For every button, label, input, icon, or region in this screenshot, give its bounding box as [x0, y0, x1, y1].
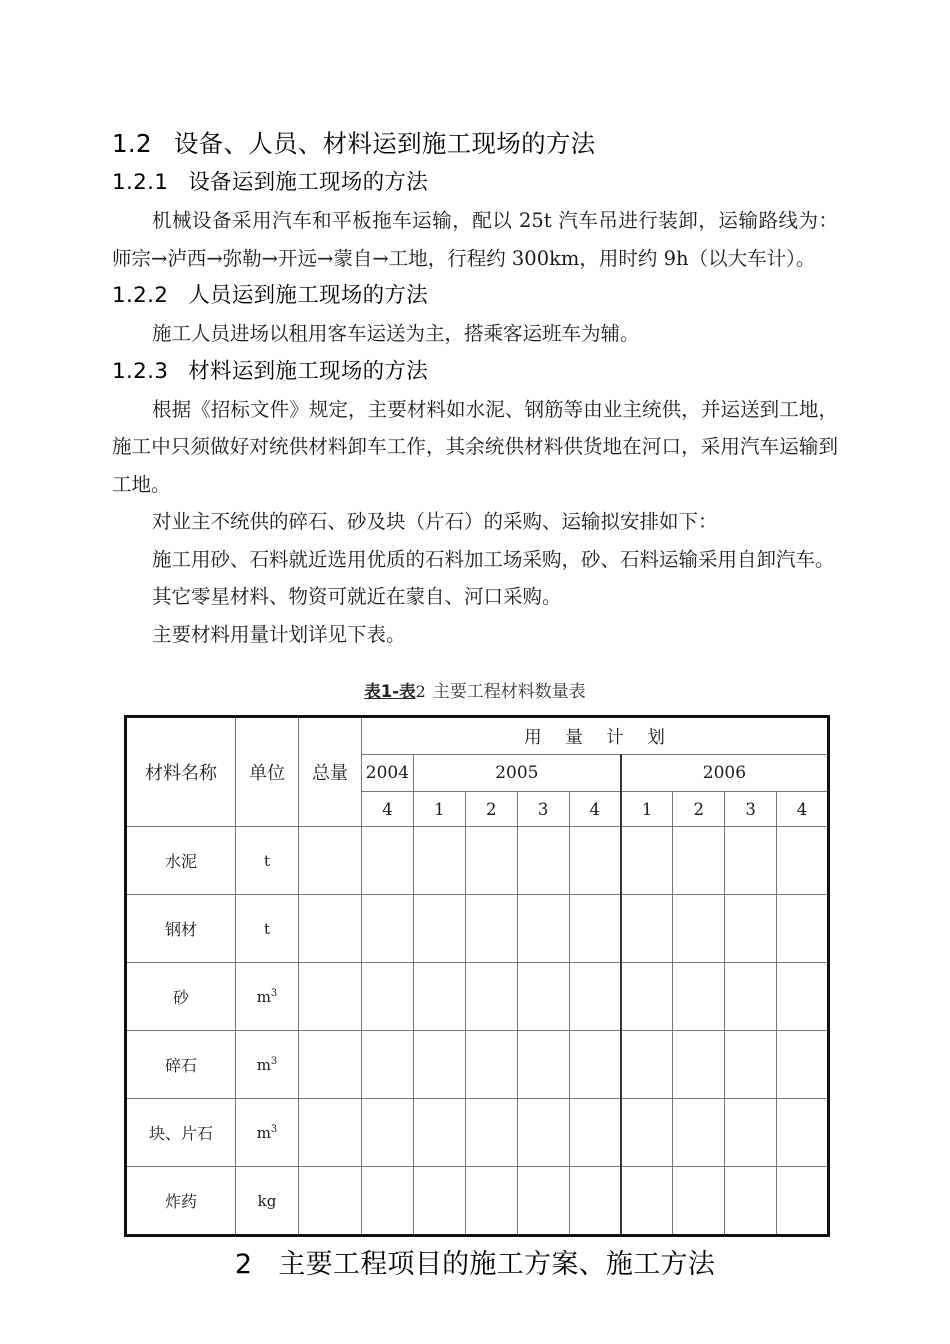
heading-1-2-3-title: 材料运到施工现场的方法	[188, 358, 429, 384]
cell-total	[299, 1167, 362, 1236]
cell-quarter-value	[621, 1099, 673, 1167]
header-year-2004: 2004	[362, 755, 414, 792]
heading-chapter-2-number: 2	[234, 1249, 253, 1280]
cell-quarter-value	[362, 1099, 414, 1167]
cell-quarter-value	[725, 1167, 777, 1236]
table-row	[126, 1167, 829, 1236]
cell-quarter-value	[569, 1167, 621, 1236]
header-year-2005: 2005	[413, 755, 621, 792]
table-header-row-1	[126, 717, 829, 755]
cell-quarter-value	[362, 895, 414, 963]
table-row	[126, 1031, 829, 1099]
heading-1-2-2-number: 1.2.2	[112, 283, 169, 308]
cell-quarter-value	[673, 827, 725, 895]
cell-material-name: 炸药	[126, 1167, 236, 1236]
cell-quarter-value	[673, 895, 725, 963]
cell-quarter-value	[465, 963, 517, 1031]
cell-quarter-value	[569, 963, 621, 1031]
cell-unit: kg	[236, 1167, 299, 1236]
cell-quarter-value	[673, 1031, 725, 1099]
header-total: 总量	[299, 717, 362, 827]
paragraph-equipment-transport: 机械设备采用汽车和平板拖车运输，配以 25t 汽车吊进行装卸，运输路线为：师宗→泸西→弥勒→开远→蒙自→工地，行程约 300km，用时约 9h（以大车计）。	[112, 209, 838, 270]
cell-quarter-value	[413, 1099, 465, 1167]
cell-total	[299, 963, 362, 1031]
cell-quarter-value	[362, 827, 414, 895]
cell-quarter-value	[777, 895, 829, 963]
document-content	[112, 0, 838, 1287]
cell-quarter-value	[517, 1031, 569, 1099]
cell-quarter-value	[465, 1099, 517, 1167]
cell-quarter-value	[725, 895, 777, 963]
cell-quarter-value	[413, 1031, 465, 1099]
heading-chapter-2	[112, 1243, 838, 1287]
paragraph-material-sand-stone: 施工用砂、石料就近选用优质的石料加工场采购，砂、石料运输采用自卸汽车。	[152, 547, 835, 571]
cell-quarter-value	[362, 1167, 414, 1236]
cell-quarter-value	[777, 1031, 829, 1099]
cell-quarter-value	[517, 963, 569, 1031]
cell-quarter-value	[517, 895, 569, 963]
heading-1-2-3	[112, 353, 838, 391]
cell-unit: $m^3$	[236, 1099, 299, 1167]
cell-quarter-value	[621, 963, 673, 1031]
table-row	[126, 1099, 829, 1167]
cell-quarter-value	[413, 963, 465, 1031]
header-usage-plan: 用 量 计 划	[362, 717, 829, 755]
header-quarter-2004-4: 4	[362, 792, 414, 827]
cell-quarter-value	[569, 827, 621, 895]
header-unit: 单位	[236, 717, 299, 827]
header-quarter-2006-4: 4	[777, 792, 829, 827]
heading-1-2-1	[112, 164, 838, 202]
paragraph-material-procurement: 对业主不统供的碎石、砂及块（片石）的采购、运输拟安排如下：	[152, 510, 718, 533]
cell-quarter-value	[673, 1167, 725, 1236]
cell-quarter-value	[725, 827, 777, 895]
cell-quarter-value	[673, 963, 725, 1031]
cell-material-name: 水泥	[126, 827, 236, 895]
paragraph-personnel-transport: 施工人员进场以租用客车运送为主，搭乘客运班车为辅。	[152, 322, 640, 345]
cell-total	[299, 1031, 362, 1099]
heading-1-2-1-title: 设备运到施工现场的方法	[188, 170, 429, 195]
cell-quarter-value	[413, 1167, 465, 1236]
cell-quarter-value	[465, 1031, 517, 1099]
cell-quarter-value	[517, 827, 569, 895]
table-row	[126, 895, 829, 963]
header-quarter-2005-1: 1	[413, 792, 465, 827]
header-year-2006: 2006	[621, 755, 829, 792]
header-quarter-2006-3: 3	[725, 792, 777, 827]
cell-quarter-value	[465, 895, 517, 963]
cell-quarter-value	[569, 895, 621, 963]
cell-quarter-value	[777, 1167, 829, 1236]
header-quarter-2006-2: 2	[673, 792, 725, 827]
cell-material-name: 块、片石	[126, 1099, 236, 1167]
cell-quarter-value	[517, 1099, 569, 1167]
heading-1-2-1-number: 1.2.1	[112, 170, 169, 195]
cell-quarter-value	[465, 827, 517, 895]
heading-1-2-number: 1.2	[112, 129, 152, 158]
table-caption-number: 2	[415, 682, 426, 701]
cell-total	[299, 1099, 362, 1167]
heading-1-2-2	[112, 277, 838, 315]
cell-quarter-value	[777, 963, 829, 1031]
heading-1-2	[112, 0, 838, 164]
cell-quarter-value	[569, 1099, 621, 1167]
cell-unit: $m^3$	[236, 1031, 299, 1099]
cell-quarter-value	[621, 895, 673, 963]
heading-chapter-2-title: 主要工程项目的施工方案、施工方法	[278, 1249, 716, 1280]
cell-material-name: 砂	[126, 963, 236, 1031]
cell-quarter-value	[725, 963, 777, 1031]
cell-quarter-value	[517, 1167, 569, 1236]
material-quantity-table	[124, 715, 830, 1237]
header-quarter-2005-4: 4	[569, 792, 621, 827]
cell-quarter-value	[413, 895, 465, 963]
header-quarter-2006-1: 1	[621, 792, 673, 827]
cell-quarter-value	[777, 1099, 829, 1167]
header-quarter-2005-3: 3	[517, 792, 569, 827]
cell-unit: t	[236, 895, 299, 963]
cell-quarter-value	[569, 1031, 621, 1099]
cell-quarter-value	[362, 1031, 414, 1099]
cell-quarter-value	[777, 827, 829, 895]
cell-quarter-value	[362, 963, 414, 1031]
cell-unit: t	[236, 827, 299, 895]
cell-material-name: 碎石	[126, 1031, 236, 1099]
cell-quarter-value	[621, 1167, 673, 1236]
table-caption-title: 主要工程材料数量表	[432, 682, 586, 702]
table-row	[126, 827, 829, 895]
paragraph-material-misc: 其它零星材料、物资可就近在蒙自、河口采购。	[152, 585, 562, 608]
cell-quarter-value	[673, 1099, 725, 1167]
cell-quarter-value	[725, 1099, 777, 1167]
cell-quarter-value	[413, 827, 465, 895]
cell-quarter-value	[621, 1031, 673, 1099]
header-material-name: 材料名称	[126, 717, 236, 827]
paragraph-material-supply: 根据《招标文件》规定，主要材料如水泥、钢筋等由业主统供，并运送到工地，施工中只须做好对统供材料卸车工作，其余统供材料供货地在河口，采用汽车运输到工地。	[112, 397, 838, 496]
table-caption	[112, 679, 838, 705]
heading-1-2-3-number: 1.2.3	[112, 358, 169, 384]
heading-1-2-2-title: 人员运到施工现场的方法	[188, 283, 429, 308]
cell-quarter-value	[725, 1031, 777, 1099]
cell-quarter-value	[465, 1167, 517, 1236]
table-caption-label: 表1-表	[364, 682, 416, 701]
paragraph-material-table-ref: 主要材料用量计划详见下表。	[152, 622, 406, 646]
table-row	[126, 963, 829, 1031]
cell-unit: $m^3$	[236, 963, 299, 1031]
cell-material-name: 钢材	[126, 895, 236, 963]
cell-total	[299, 827, 362, 895]
header-quarter-2005-2: 2	[465, 792, 517, 827]
cell-total	[299, 895, 362, 963]
table-body	[126, 827, 829, 1236]
cell-quarter-value	[621, 827, 673, 895]
heading-1-2-title: 设备、人员、材料运到施工现场的方法	[173, 129, 596, 158]
